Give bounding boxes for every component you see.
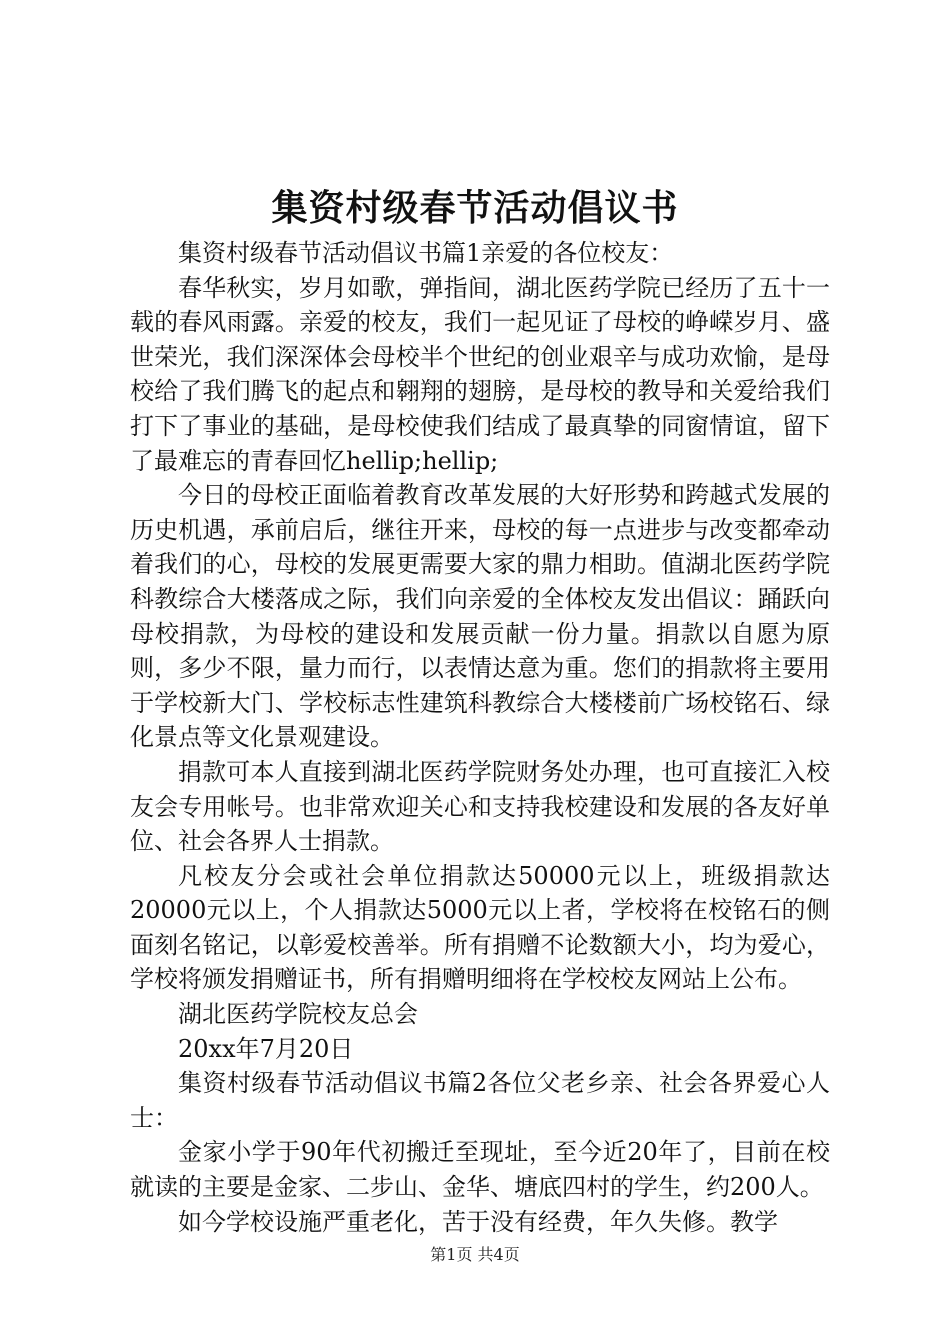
paragraph-spring-autumn: 春华秋实，岁月如歌，弹指间，湖北医药学院已经历了五十一载的春风雨露。亲爱的校友，我们一起见证了母校的峥嵘岁月、盛世荣光，我们深深体会母校半个世纪的创业艰辛与成功欢愉，是母校给了我们腾飞的起点和翱翔的翅膀，是母校的教导和关爱给我们打下了事业的基础，是母校使我们结成了最真挚的同窗情谊，留下了最难忘的青春回忆hellip;hellip;: [130, 273, 830, 475]
paragraph-intro-1: 集资村级春节活动倡议书篇1亲爱的各位校友：: [178, 239, 674, 267]
signature-org: 湖北医药学院校友总会: [178, 1000, 418, 1029]
signature-date: 20xx年7月20日: [178, 1034, 354, 1063]
document-title: 集资村级春节活动倡议书: [271, 188, 679, 229]
paragraph-donation-method: 捐款可本人直接到湖北医药学院财务处办理，也可直接汇入校友会专用帐号。也非常欢迎关心和支持我校建设和发展的各友好单位、社会各界人士捐款。: [130, 757, 830, 856]
paragraph-school-condition: 如今学校设施严重老化，苦于没有经费，年久失修。教学: [178, 1207, 778, 1236]
document-body: [130, 236, 830, 1239]
paragraph-today: 今日的母校正面临着教育改革发展的大好形势和跨越式发展的历史机遇，承前启后，继往开来，母校的每一点进步与改变都牵动着我们的心，母校的发展更需要大家的鼎力相助。值湖北医药学院科教综合大楼落成之际，我们向亲爱的全体校友发出倡议：踊跃向母校捐款，为母校的建设和发展贡献一份力量。捐款以自愿为原则，多少不限，量力而行，以表情达意为重。您们的捐款将主要用于学校新大门、学校标志性建筑科教综合大楼楼前广场校铭石、绿化景点等文化景观建设。: [130, 481, 830, 752]
paragraph-donation-tiers: 凡校友分会或社会单位捐款达50000元以上，班级捐款达20000元以上，个人捐款达5000元以上者，学校将在校铭石的侧面刻名铭记，以彰爱校善举。所有捐赠不论数额大小，均为爱心，学校将颁发捐赠证书，所有捐赠明细将在学校校友网站上公布。: [130, 861, 830, 994]
paragraph-intro-2: 集资村级春节活动倡议书篇2各位父老乡亲、社会各界爱心人士：: [130, 1069, 830, 1132]
paragraph-school-history: 金家小学于90年代初搬迁至现址，至今近20年了，目前在校就读的主要是金家、二步山、金华、塘底四村的学生，约200人。: [130, 1138, 830, 1202]
page-footer: 第1页 共4页: [430, 1245, 520, 1264]
